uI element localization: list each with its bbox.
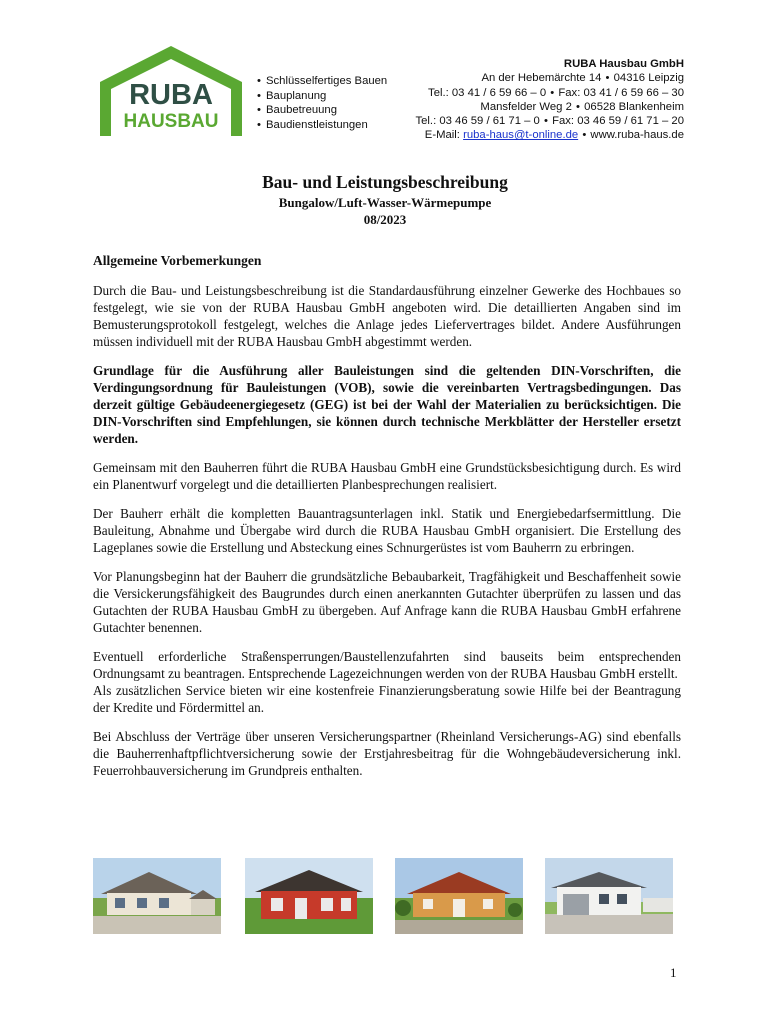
street-2: Mansfelder Weg 2 bbox=[480, 100, 572, 113]
email-label: E-Mail: bbox=[424, 129, 460, 142]
phone-blankenheim bbox=[415, 114, 684, 128]
fax-1: Fax: 03 41 / 6 59 66 – 30 bbox=[558, 86, 684, 99]
address-blankenheim bbox=[415, 100, 684, 114]
phone-leipzig bbox=[415, 86, 684, 100]
paragraph-site-visit: Gemeinsam mit den Bauherren führt die RUBA Hausbau GmbH eine Grundstücksbesichtigung durch. Es wird ein Planentwurf vorgelegt und die detaillierten Planbesprechungen realisiert. bbox=[93, 460, 681, 492]
paragraph-road-closures: Eventuell erforderliche Straßensperrungen/Baustellenzufahrten sind bauseits beim entsprechenden Ordnungsamt zu beantragen. Entsprechende Lagezeichnungen werden von der RUBA Hausbau GmbH erstellt. bbox=[93, 649, 681, 681]
city-2: 06528 Blankenheim bbox=[584, 100, 684, 113]
document-title-block bbox=[0, 172, 770, 228]
company-logo bbox=[96, 44, 246, 140]
service-item: • Schlüsselfertiges Bauen bbox=[257, 74, 387, 89]
paragraph-insurance: Bei Abschluss der Verträge über unseren Versicherungspartner (Rheinland Versicherungs-AG) sind ebenfalls die Bauherrenhaftpflichtversicherung sowie der Erstjahresbeitrag für die Wohngebäudeversicherung inkl. Feuerrohbauversicherung im Grundpreis enthalten. bbox=[93, 729, 681, 778]
bullet-separator: • bbox=[582, 129, 587, 142]
tel-1: Tel.: 03 41 / 6 59 66 – 0 bbox=[428, 86, 547, 99]
document-date: 08/2023 bbox=[363, 212, 407, 227]
service-item: • Baubetreuung bbox=[257, 103, 387, 118]
address-leipzig bbox=[415, 71, 684, 85]
logo-text-hausbau: HAUSBAU bbox=[123, 111, 219, 132]
service-item: • Bauplanung bbox=[257, 89, 387, 104]
paragraph-intro: Durch die Bau- und Leistungsbeschreibung ist die Standardausführung einzelner Gewerke des Hochbaues so festgelegt, wie sie von der RUBA Hausbau GmbH angeboten wird. Die detaillierten Angaben sind im Bemusterungsprotokoll festgelegt, welches die Anlage jedes Liefervertrages bildet. Andere Ausführungen müssen individuell mit der RUBA Hausbau GmbH abgestimmt werden. bbox=[93, 283, 681, 349]
paragraph-financing: Als zusätzlichen Service bieten wir eine kostenfreie Finanzierungsberatung sowie Hilfe bei der Beantragung der Kredite und Fördermittel an. bbox=[93, 683, 681, 715]
bullet-separator: • bbox=[605, 72, 610, 85]
house-photo-3 bbox=[395, 858, 523, 934]
bullet-separator: • bbox=[576, 100, 580, 113]
contact-online bbox=[415, 128, 684, 142]
city-1: 04316 Leipzig bbox=[613, 72, 684, 85]
document-body bbox=[93, 252, 681, 791]
logo-text-ruba: RUBA bbox=[129, 79, 213, 111]
document-subtitle: Bungalow/Luft-Wasser-Wärmepumpe bbox=[278, 195, 492, 210]
bullet-separator: • bbox=[543, 115, 548, 128]
fax-2: Fax: 03 46 59 / 61 71 – 20 bbox=[552, 115, 684, 128]
page-number: 1 bbox=[670, 965, 677, 980]
paragraph-soil-survey: Vor Planungsbeginn hat der Bauherr die grundsätzliche Bebaubarkeit, Tragfähigkeit und Beschaffenheit sowie die Versickerungsfähigkeit des Baugrundes durch einen anerkannten Gutachter überprüfen zu lassen und das Gutachten der RUBA Hausbau GmbH zu übergeben. Auf Anfrage kann die RUBA Hausbau GmbH erfahrene Gutachter benennen. bbox=[93, 569, 681, 635]
company-name: RUBA Hausbau GmbH bbox=[563, 58, 684, 70]
company-contact bbox=[415, 57, 684, 143]
paragraph-legal-basis: Grundlage für die Ausführung aller Bauleistungen sind die geltenden DIN-Vorschriften, die Verdingungsordnung für Bauleistungen (VOB), sowie die vereinbarten Vertragsbedingungen. Das derzeit gültige Gebäudeenergiegesetz (GEG) ist bei der Wahl der Materialien zu berücksichtigen. Die DIN-Vorschriften sind Empfehlungen, sie können durch technische Merkblätter der Hersteller ersetzt werden. bbox=[93, 363, 681, 446]
section-heading: Allgemeine Vorbemerkungen bbox=[93, 253, 262, 268]
street-1: An der Hebemärchte 14 bbox=[481, 72, 602, 85]
house-photo-2 bbox=[245, 858, 373, 934]
services-list bbox=[257, 74, 387, 132]
document-title: Bau- und Leistungsbeschreibung bbox=[262, 172, 508, 192]
paragraph-documents: Der Bauherr erhält die kompletten Bauantragsunterlagen inkl. Statik und Energiebedarfsermittlung. Die Bauleitung, Abnahme und Übergabe wird durch die RUBA Hausbau GmbH organisiert. Die Erstellung des Lageplanes sowie die Erstellung und Absteckung eines Schnurgerüstes ist vom Bauherrn zu erbringen. bbox=[93, 506, 681, 555]
house-photo-1 bbox=[93, 858, 221, 934]
tel-2: Tel.: 03 46 59 / 61 71 – 0 bbox=[415, 115, 540, 128]
website: www.ruba-haus.de bbox=[590, 129, 684, 142]
email-link[interactable]: ruba-haus@t-online.de bbox=[463, 129, 579, 142]
service-item: • Baudienstleistungen bbox=[257, 118, 387, 133]
bullet-separator: • bbox=[550, 86, 555, 99]
house-photo-4 bbox=[545, 858, 673, 934]
house-photo-strip bbox=[93, 858, 683, 936]
